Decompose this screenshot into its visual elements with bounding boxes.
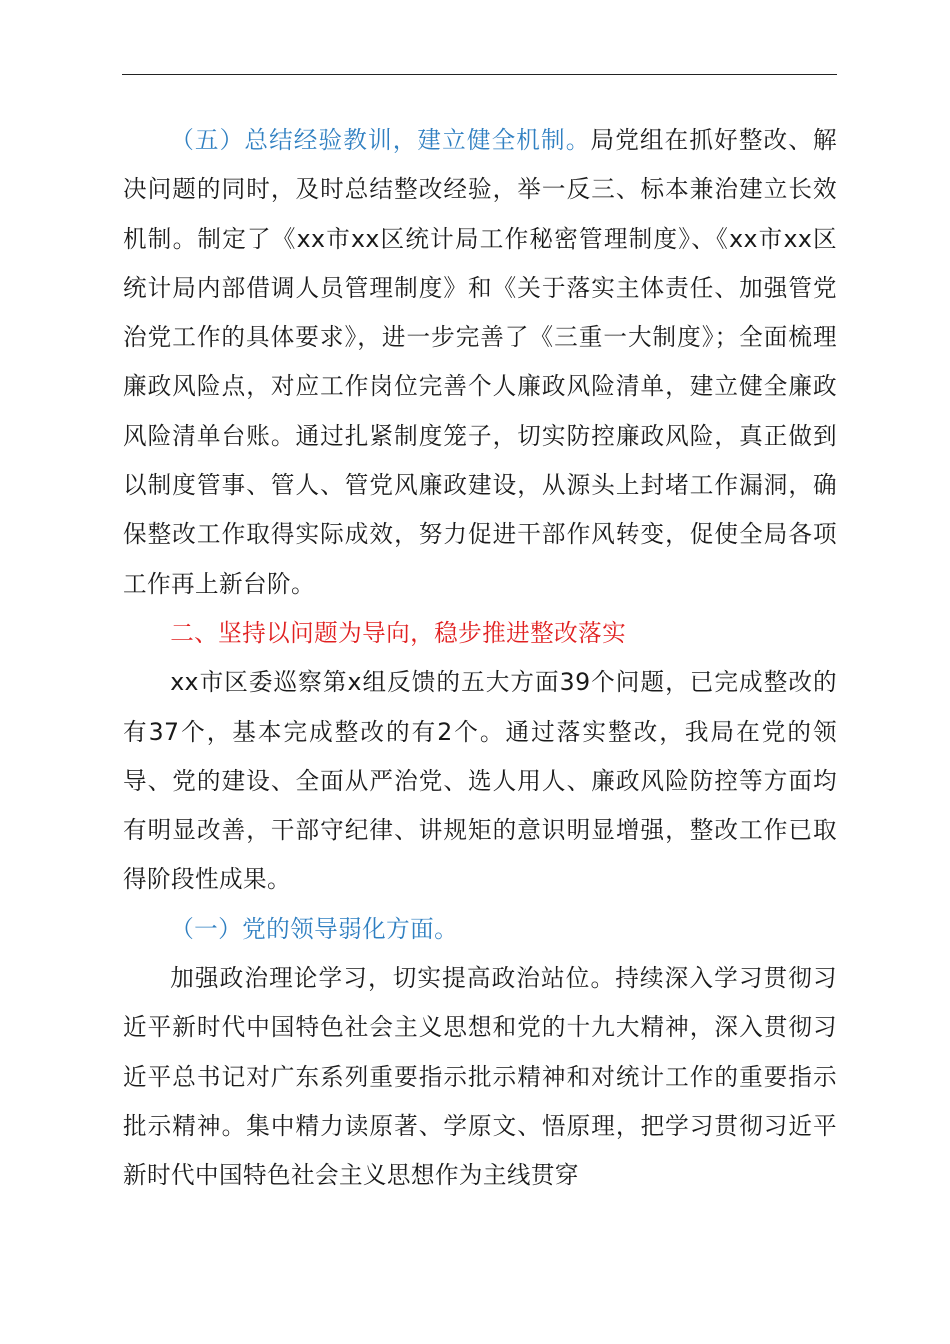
header-rule: [122, 74, 837, 75]
document-body: [123, 116, 837, 1201]
paragraph-rectification-status: xx市区委巡察第x组反馈的五大方面39个问题，已完成整改的有37个，基本完成整改的有2个。通过落实整改，我局在党的领导、党的建设、全面从严治党、选人用人、廉政风险防控等方面均有明显改善，干部守纪律、讲规矩的意识明显增强，整改工作已取得阶段性成果。: [123, 668, 837, 894]
paragraph-political-study: 加强政治理论学习，切实提高政治站位。持续深入学习贯彻习近平新时代中国特色社会主义思想和党的十九大精神，深入贯彻习近平总书记对广东系列重要指示批示精神和对统计工作的重要指示批示精神。集中精力读原著、学原文、悟原理，把学习贯彻习近平新时代中国特色社会主义思想作为主线贯穿: [123, 964, 837, 1190]
subheading-one: （一）党的领导弱化方面。: [170, 914, 459, 943]
section-heading-two: 二、坚持以问题为导向，稳步推进整改落实: [170, 618, 627, 647]
paragraph-summary-mechanism: [123, 116, 837, 609]
paragraph-text: 局党组在抓好整改、解决问题的同时，及时总结整改经验，举一反三、标本兼治建立长效机制。制定了《xx市xx区统计局工作秘密管理制度》、《xx市xx区统计局内部借调人员管理制度》和《关于落实主体责任、加强管党治党工作的具体要求》，进一步完善了《三重一大制度》；全面梳理廉政风险点，对应工作岗位完善个人廉政风险清单，建立健全廉政风险清单台账。通过扎紧制度笼子，切实防控廉政风险，真正做到以制度管事、管人、管党风廉政建设，从源头上封堵工作漏洞，确保整改工作取得实际成效，努力促进干部作风转变，促使全局各项工作再上新台阶。: [123, 126, 837, 598]
subheading-five: （五）总结经验教训，建立健全机制。: [170, 126, 591, 154]
